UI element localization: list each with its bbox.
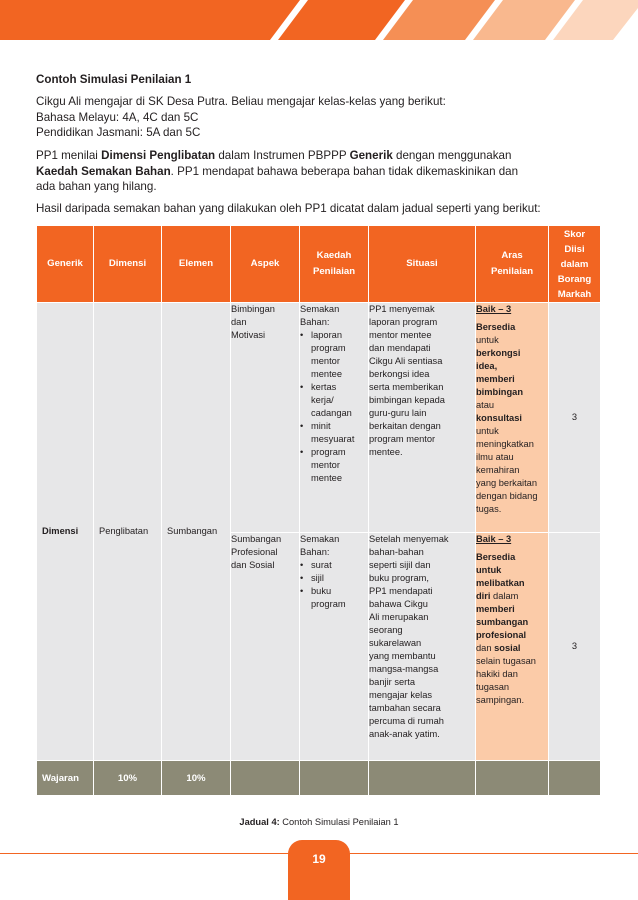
kaedah-item — [300, 572, 368, 585]
kaedah-item — [300, 420, 368, 446]
kaedah-line: Semakan — [300, 534, 340, 544]
kaedah-item — [300, 585, 368, 611]
aspek-line: dan — [231, 317, 247, 327]
wajaran-empty — [231, 761, 300, 796]
kaedah-item-line: • surat — [311, 560, 332, 570]
situasi-line: mentor mentee — [369, 330, 432, 340]
situasi-line: serta memberikan — [369, 382, 444, 392]
situasi-cell — [369, 533, 476, 761]
aras-line: tugasan — [476, 682, 510, 692]
kaedah-item-line: • kertas — [311, 382, 337, 392]
situasi-line: PP1 menyemak — [369, 304, 435, 314]
wajaran-elemen: 10% — [162, 761, 231, 796]
situasi-line: dan mendapati — [369, 343, 431, 353]
aras-line: memberi — [476, 374, 515, 384]
aras-line: sumbangan — [476, 617, 529, 627]
situasi-line: sukarelawan — [369, 638, 422, 648]
aspek-line: Motivasi — [231, 330, 266, 340]
aras-line: idea, — [476, 361, 498, 371]
generik-cell: Dimensi — [37, 303, 94, 761]
bold-run: Generik — [349, 149, 393, 162]
header-aras — [476, 226, 549, 303]
situasi-line: percuma di rumah — [369, 716, 444, 726]
aras-line: untuk — [476, 335, 499, 345]
skor-cell: 3 — [549, 303, 601, 533]
aras-line: konsultasi — [476, 413, 522, 423]
aspek-line: Bimbingan — [231, 304, 275, 314]
header-line: Borang — [557, 273, 592, 285]
header-situasi: Situasi — [369, 226, 476, 303]
situasi-line: anak-anak yatim. — [369, 729, 440, 739]
header-line: Markah — [557, 288, 592, 300]
wajaran-label: Wajaran — [37, 761, 94, 796]
kaedah-item-line: • program — [311, 447, 346, 457]
aras-cell — [476, 303, 549, 533]
header-line: Penilaian — [312, 266, 356, 277]
wajaran-empty — [549, 761, 601, 796]
page-number: 19 — [312, 852, 326, 866]
situasi-line: Setelah menyemak — [369, 534, 449, 544]
bold-run: Dimensi Penglibatan — [101, 149, 216, 162]
kaedah-list — [300, 329, 368, 485]
aras-run: dalam — [490, 591, 519, 601]
kaedah-item-line: kerja/ — [311, 395, 334, 405]
situasi-line: seperti sijil dan — [369, 560, 431, 570]
wajaran-row — [37, 761, 601, 796]
kaedah-line: Bahan: — [300, 317, 330, 327]
wajaran-empty — [369, 761, 476, 796]
aspek-cell — [231, 533, 300, 761]
kaedah-list — [300, 559, 368, 611]
situasi-line: program mentor — [369, 434, 436, 444]
situasi-line: Ali merupakan — [369, 612, 429, 622]
header-line: Kaedah — [316, 250, 352, 261]
skor-cell: 3 — [549, 533, 601, 761]
situasi-line: PP1 mendapati — [369, 586, 433, 596]
aras-line: yang berkaitan — [476, 478, 537, 488]
kaedah-item-line: mentor mentee — [311, 356, 343, 379]
kaedah-line: Semakan — [300, 304, 340, 314]
intro-paragraph — [36, 94, 606, 141]
situasi-line: mengajar kelas — [369, 690, 433, 700]
kaedah-item-line: mentor — [311, 460, 340, 470]
table-row — [37, 303, 601, 533]
wajaran-dimensi: 10% — [94, 761, 162, 796]
situasi-line: bimbingan kepada — [369, 395, 445, 405]
kaedah-item — [300, 329, 368, 381]
table-caption — [0, 817, 638, 827]
aras-line: untuk — [476, 426, 499, 436]
section-heading: Contoh Simulasi Penilaian 1 — [36, 73, 192, 86]
header-line: Penilaian — [490, 266, 534, 277]
aras-line — [476, 642, 548, 655]
assessment-paragraph — [36, 148, 606, 195]
aras-title: Baik – 3 — [476, 534, 512, 544]
aras-line — [476, 590, 548, 603]
header-kaedah — [300, 226, 369, 303]
aspek-line: Sumbangan — [231, 534, 282, 544]
aras-run: dan — [476, 643, 495, 653]
situasi-line: bahan-bahan — [369, 547, 424, 557]
page-number-tab — [288, 840, 350, 900]
caption-label: Jadual 4: — [239, 817, 280, 827]
aras-line: ilmu atau — [476, 452, 514, 462]
situasi-cell — [369, 303, 476, 533]
kaedah-item-line: • minit — [311, 421, 331, 431]
aspek-line: Profesional — [231, 547, 278, 557]
kaedah-item-line: program — [311, 343, 346, 353]
situasi-line: guru-guru lain — [369, 408, 427, 418]
header-generik: Generik — [37, 226, 94, 303]
text-run: dalam Instrumen PBPPP — [215, 149, 350, 162]
situasi-line: bahawa Cikgu — [369, 599, 428, 609]
intro-line: Cikgu Ali mengajar di SK Desa Putra. Beliau mengajar kelas-kelas yang berikut: — [36, 95, 446, 108]
aras-line: tugas. — [476, 504, 502, 514]
aras-line: kemahiran — [476, 465, 520, 475]
aras-cell — [476, 533, 549, 761]
header-line: Skor — [563, 228, 586, 240]
elemen-cell: Sumbangan — [162, 303, 231, 761]
header-elemen: Elemen — [162, 226, 231, 303]
table-header-row — [37, 226, 601, 303]
header-line: Diisi — [564, 243, 585, 255]
result-paragraph: Hasil daripada semakan bahan yang dilakukan oleh PP1 dicatat dalam jadual seperti yang berikut: — [36, 202, 541, 215]
wajaran-empty — [300, 761, 369, 796]
header-line: Aras — [501, 250, 523, 261]
simulation-table — [36, 225, 601, 796]
situasi-line: tambahan secara — [369, 703, 441, 713]
aras-line: selain tugasan — [476, 656, 536, 666]
aras-line: atau — [476, 400, 495, 410]
header-line: dalam — [560, 258, 589, 270]
kaedah-item-line: • buku — [311, 586, 332, 596]
header-dimensi: Dimensi — [94, 226, 162, 303]
kaedah-item — [300, 446, 368, 485]
situasi-line: berkaitan dengan — [369, 421, 441, 431]
kaedah-item-line: cadangan — [311, 408, 352, 418]
kaedah-cell — [300, 303, 369, 533]
situasi-line: mentee. — [369, 447, 403, 457]
kaedah-line: Bahan: — [300, 547, 330, 557]
kaedah-item-line: mentee — [311, 473, 343, 483]
situasi-line: yang membantu — [369, 651, 436, 661]
bold-run: Kaedah Semakan Bahan — [36, 164, 171, 178]
kaedah-item — [300, 381, 368, 420]
aras-title: Baik – 3 — [476, 304, 512, 314]
aras-line: profesional — [476, 630, 527, 640]
kaedah-item — [300, 559, 368, 572]
kaedah-item-line: • sijil — [311, 573, 324, 583]
kaedah-item-line: • laporan — [311, 330, 343, 340]
wajaran-empty — [476, 761, 549, 796]
text-run: . PP1 mendapat bahawa beberapa bahan tidak dikemaskinikan dan — [170, 164, 519, 178]
situasi-line: laporan program — [369, 317, 438, 327]
situasi-line: Cikgu Ali sentiasa — [369, 356, 443, 366]
situasi-line: seorang — [369, 625, 403, 635]
text-run: dengan menggunakan — [392, 149, 512, 162]
kaedah-item-line: mesyuarat — [311, 434, 355, 444]
aras-line: hakiki dan — [476, 669, 518, 679]
aras-line: bimbingan — [476, 387, 523, 397]
dimensi-cell: Penglibatan — [94, 303, 162, 761]
intro-line: Pendidikan Jasmani: 5A dan 5C — [36, 126, 201, 139]
kaedah-cell — [300, 533, 369, 761]
aras-line: dengan bidang — [476, 491, 538, 501]
aras-run: sosial — [494, 643, 521, 653]
aras-line: Bersedia — [476, 322, 516, 332]
aras-line: untuk — [476, 565, 502, 575]
header-banner — [0, 0, 638, 40]
aras-line: Bersedia — [476, 552, 516, 562]
header-aspek: Aspek — [231, 226, 300, 303]
situasi-line: berkongsi idea — [369, 369, 430, 379]
caption-text: Contoh Simulasi Penilaian 1 — [279, 817, 399, 827]
aras-line: sampingan. — [476, 695, 525, 705]
aspek-line: dan Sosial — [231, 560, 275, 570]
aras-run: diri — [476, 591, 491, 601]
kaedah-item-line: program — [311, 599, 346, 609]
aras-line: memberi — [476, 604, 515, 614]
header-skor — [549, 226, 601, 303]
aras-line: meningkatkan — [476, 439, 534, 449]
text-run: PP1 menilai — [36, 149, 102, 162]
situasi-line: banjir serta — [369, 677, 415, 687]
text-run: ada bahan yang hilang. — [36, 180, 157, 193]
aspek-cell — [231, 303, 300, 533]
aras-line: berkongsi — [476, 348, 521, 358]
intro-line: Bahasa Melayu: 4A, 4C dan 5C — [36, 110, 199, 124]
aras-line: melibatkan — [476, 578, 525, 588]
situasi-line: buku program, — [369, 573, 429, 583]
situasi-line: mangsa-mangsa — [369, 664, 439, 674]
